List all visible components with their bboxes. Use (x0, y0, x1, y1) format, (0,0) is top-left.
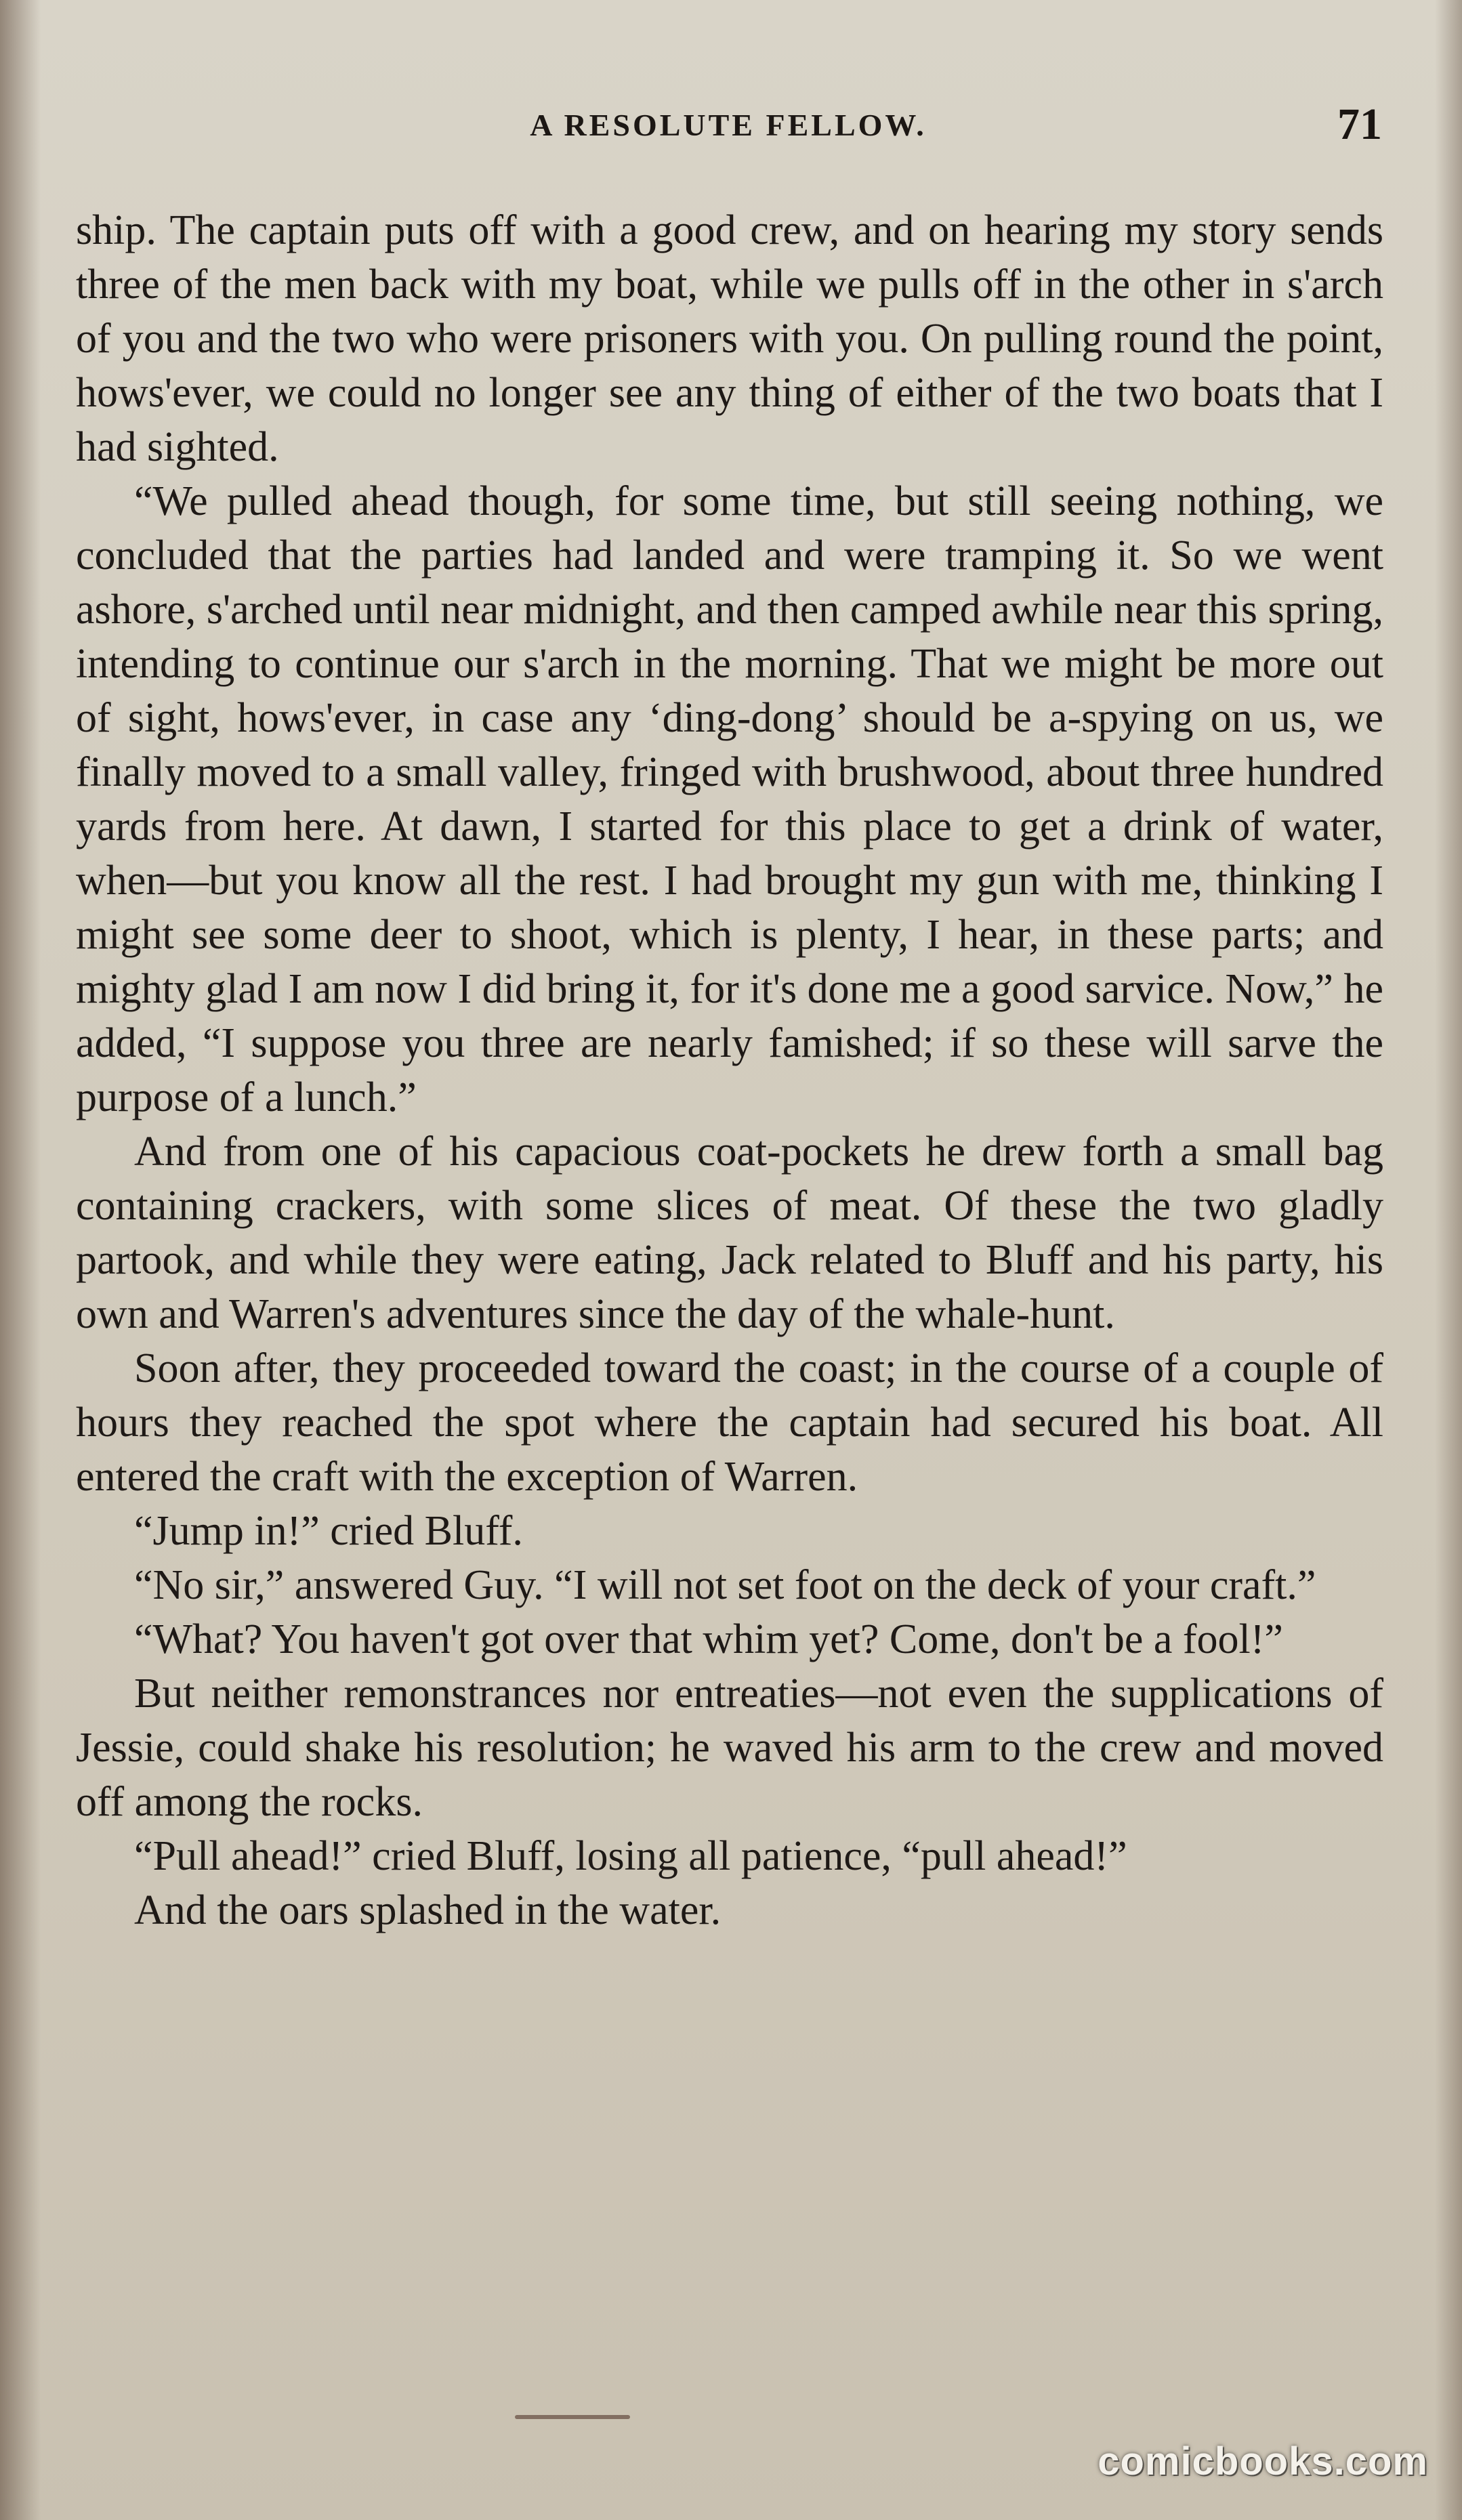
paragraph: But neither remonstrances nor entreaties—not even the supplications of Jessie, could shake his resolution; he waved his arm to the crew and moved off among the rocks. (76, 1671, 1383, 1825)
page-number: 71 (1337, 100, 1382, 149)
body-text (76, 203, 1383, 1937)
paragraph: “Pull ahead!” cried Bluff, losing all patience, “pull ahead!” (134, 1833, 1127, 1879)
paragraph: And from one of his capacious coat-pockets he drew forth a small bag containing crackers, with some slices of meat. Of these the two gladly partook, and while they were eating, Jack related to Bluff and his party, his own and Warren's adventures since the day of the whale-hunt. (76, 1129, 1383, 1337)
paragraph: “What? You haven't got over that whim yet? Come, don't be a fool!” (134, 1616, 1283, 1662)
paragraph: And the oars splashed in the water. (134, 1887, 722, 1933)
edge-shadow (1435, 0, 1462, 2520)
paragraph: “Jump in!” cried Bluff. (134, 1508, 523, 1554)
paragraph: “No sir,” answered Guy. “I will not set foot on the deck of your craft.” (134, 1562, 1316, 1608)
end-rule (515, 2415, 630, 2419)
paragraph: “We pulled ahead though, for some time, but still seeing nothing, we concluded that the parties had landed and were tramping it. So we went ashore, s'arched until near midnight, and then camped awhile near this spring, intending to continue our s'arch in the morning. That we might be more out of sight, hows'ever, in case any ‘ding-dong’ should be a-spying on us, we finally moved to a small valley, fringed with brushwood, about three hundred yards from here. At dawn, I started for this place to get a drink of water, when—but you know all the rest. I had brought my gun with me, thinking I might see some deer to shoot, which is plenty, I hear, in these parts; and mighty glad I am now I did bring it, for it's done me a good sarvice. Now,” he added, “I suppose you three are nearly famished; if so these will sarve the purpose of a lunch.” (76, 478, 1383, 1120)
paragraph: Soon after, they proceeded toward the coast; in the course of a couple of hours they reached the spot where the captain had secured his boat. All entered the craft with the exception of Warren. (76, 1345, 1383, 1500)
gutter-shadow (0, 0, 41, 2520)
running-head: A RESOLUTE FELLOW. (530, 108, 927, 142)
page-header (75, 102, 1382, 163)
paragraph: ship. The captain puts off with a good crew, and on hearing my story sends three of the men back with my boat, while we pulls off in the other in s'arch of you and the two who were prisoners with you. On pulling round the point, hows'ever, we could no longer see any thing of either of the two boats that I had sighted. (76, 207, 1383, 470)
watermark: comicbooks.com (1098, 2439, 1428, 2483)
